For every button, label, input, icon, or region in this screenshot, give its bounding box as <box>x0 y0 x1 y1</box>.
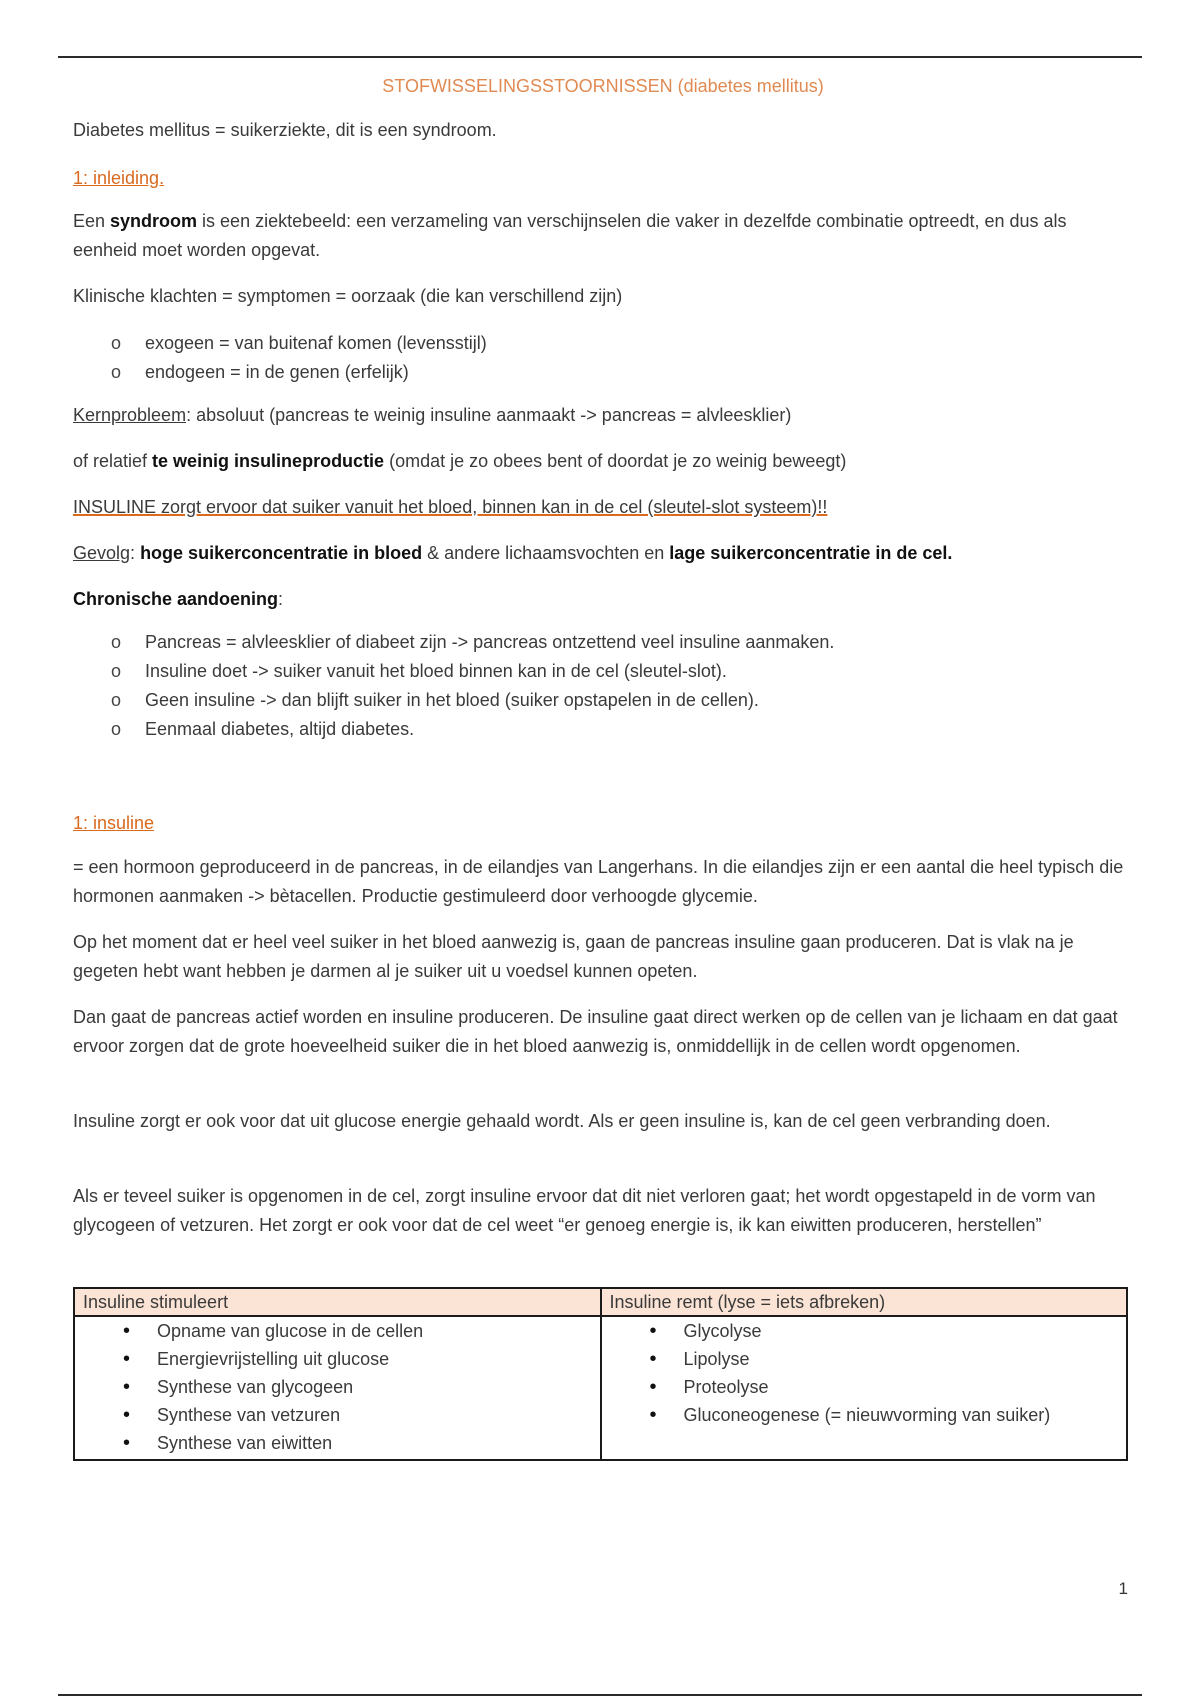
intro-paragraph: Diabetes mellitus = suikerziekte, dit is een syndroom. <box>73 120 497 140</box>
kernprobleem-label: Kernprobleem <box>73 405 187 425</box>
text-span: : absoluut (pancreas te weinig insuline aanmaakt -> pancreas = alvleesklier) <box>186 405 792 425</box>
list-item: • Energievrijstelling uit glucose <box>75 1345 600 1373</box>
stimuleert-list <box>75 1317 600 1457</box>
chronisch-list <box>73 628 1133 744</box>
insuline-underlined-text: INSULINE zorgt ervoor dat suiker vanuit het bloed, binnen kan in de cel (sleutel-slot systeem)!! <box>73 497 828 517</box>
section-heading-inleiding: 1: inleiding. <box>73 168 165 188</box>
syndroom-paragraph <box>73 207 1133 265</box>
insuline-paragraph-2: Op het moment dat er heel veel suiker in het bloed aanwezig is, gaan de pancreas insuline gaan produceren. Dat is vlak na je gegeten hebt want hebben je darmen al je suiker uit u voedsel kunnen opeten. <box>73 932 1074 981</box>
insuline-paragraph-1: = een hormoon geproduceerd in de pancreas, in de eilandjes van Langerhans. In die eilandjes zijn er een aantal die heel typisch die hormonen aanmaken -> bètacellen. Productie gestimuleerd door verhoogde glycemie. <box>73 857 1124 906</box>
top-rule <box>58 56 1142 58</box>
insuline-table <box>73 1287 1128 1461</box>
list-item: o exogeen = van buitenaf komen (levensstijl) <box>73 329 1133 358</box>
klinische-klachten-paragraph: Klinische klachten = symptomen = oorzaak (die kan verschillend zijn) <box>73 286 623 306</box>
bold-term: te weinig insulineproductie <box>152 451 385 471</box>
insuline-paragraph-3: Dan gaat de pancreas actief worden en insuline produceren. De insuline gaat direct werken op de cellen van je lichaam en dat gaat ervoor zorgen dat de grote hoeveelheid suiker die in het bloed aanwezig is, onmiddellijk in de cellen wordt opgenomen. <box>73 1007 1118 1056</box>
gevolg-paragraph <box>73 539 1133 568</box>
table-cell-stimuleert <box>74 1316 601 1460</box>
list-item: o Geen insuline -> dan blijft suiker in het bloed (suiker opstapelen in de cellen). <box>73 686 1133 715</box>
relatief-paragraph <box>73 447 1133 476</box>
document-title: STOFWISSELINGSSTOORNISSEN (diabetes mellitus) <box>382 76 824 96</box>
text-span: : <box>130 543 141 563</box>
list-item: • Opname van glucose in de cellen <box>75 1317 600 1345</box>
text-span: & andere lichaamsvochten en <box>422 543 670 563</box>
section-heading-insuline: 1: insuline <box>73 813 155 833</box>
text-span: of relatief <box>73 451 153 471</box>
remt-list <box>602 1317 1127 1429</box>
bottom-rule <box>58 1694 1142 1696</box>
list-item: • Lipolyse <box>602 1345 1127 1373</box>
chronisch-label: Chronische aandoening <box>73 589 279 609</box>
table-cell-remt <box>601 1316 1128 1460</box>
list-item: • Glycolyse <box>602 1317 1127 1345</box>
bold-term: hoge suikerconcentratie in bloed <box>140 543 423 563</box>
list-item: o Eenmaal diabetes, altijd diabetes. <box>73 715 1133 744</box>
insuline-paragraph-5: Als er teveel suiker is opgenomen in de cel, zorgt insuline ervoor dat dit niet verloren gaat; het wordt opgestapeld in de vorm van glycogeen of vetzuren. Het zorgt er ook voor dat de cel weet “er genoeg energie is, ik kan eiwitten produceren, herstellen” <box>73 1186 1096 1235</box>
list-item: o Insuline doet -> suiker vanuit het bloed binnen kan in de cel (sleutel-slot). <box>73 657 1133 686</box>
bold-term-syndroom: syndroom <box>110 211 198 231</box>
list-item: • Synthese van eiwitten <box>75 1429 600 1457</box>
table-header-row <box>74 1288 1127 1316</box>
list-item: • Proteolyse <box>602 1373 1127 1401</box>
insuline-key-statement <box>73 493 1133 522</box>
table-header-stimuleert: Insuline stimuleert <box>74 1288 601 1316</box>
text-span: (omdat je zo obees bent of doordat je zo weinig beweegt) <box>384 451 847 471</box>
list-item: • Synthese van glycogeen <box>75 1373 600 1401</box>
table-header-remt: Insuline remt (lyse = iets afbreken) <box>601 1288 1128 1316</box>
list-item: • Synthese van vetzuren <box>75 1401 600 1429</box>
list-item: o Pancreas = alvleesklier of diabeet zijn -> pancreas ontzettend veel insuline aanmaken. <box>73 628 1133 657</box>
gevolg-label: Gevolg <box>73 543 131 563</box>
list-item: o endogeen = in de genen (erfelijk) <box>73 358 1133 387</box>
chronische-aandoening-heading <box>73 585 1133 614</box>
list-item: • Gluconeogenese (= nieuwvorming van suiker) <box>602 1401 1127 1429</box>
insuline-paragraph-4: Insuline zorgt er ook voor dat uit glucose energie gehaald wordt. Als er geen insuline is, kan de cel geen verbranding doen. <box>73 1111 1051 1131</box>
table-row <box>74 1316 1127 1460</box>
page-number: 1 <box>1118 1579 1128 1598</box>
text-span: is een ziektebeeld: een verzameling van verschijnselen die vaker in dezelfde combinatie optreedt, en dus als eenheid moet worden opgevat. <box>73 211 1067 260</box>
causes-list <box>73 329 1133 387</box>
bold-term: lage suikerconcentratie in de cel. <box>669 543 953 563</box>
kernprobleem-paragraph <box>73 401 1133 430</box>
text-span: : <box>278 589 284 609</box>
text-span: Een <box>73 211 111 231</box>
